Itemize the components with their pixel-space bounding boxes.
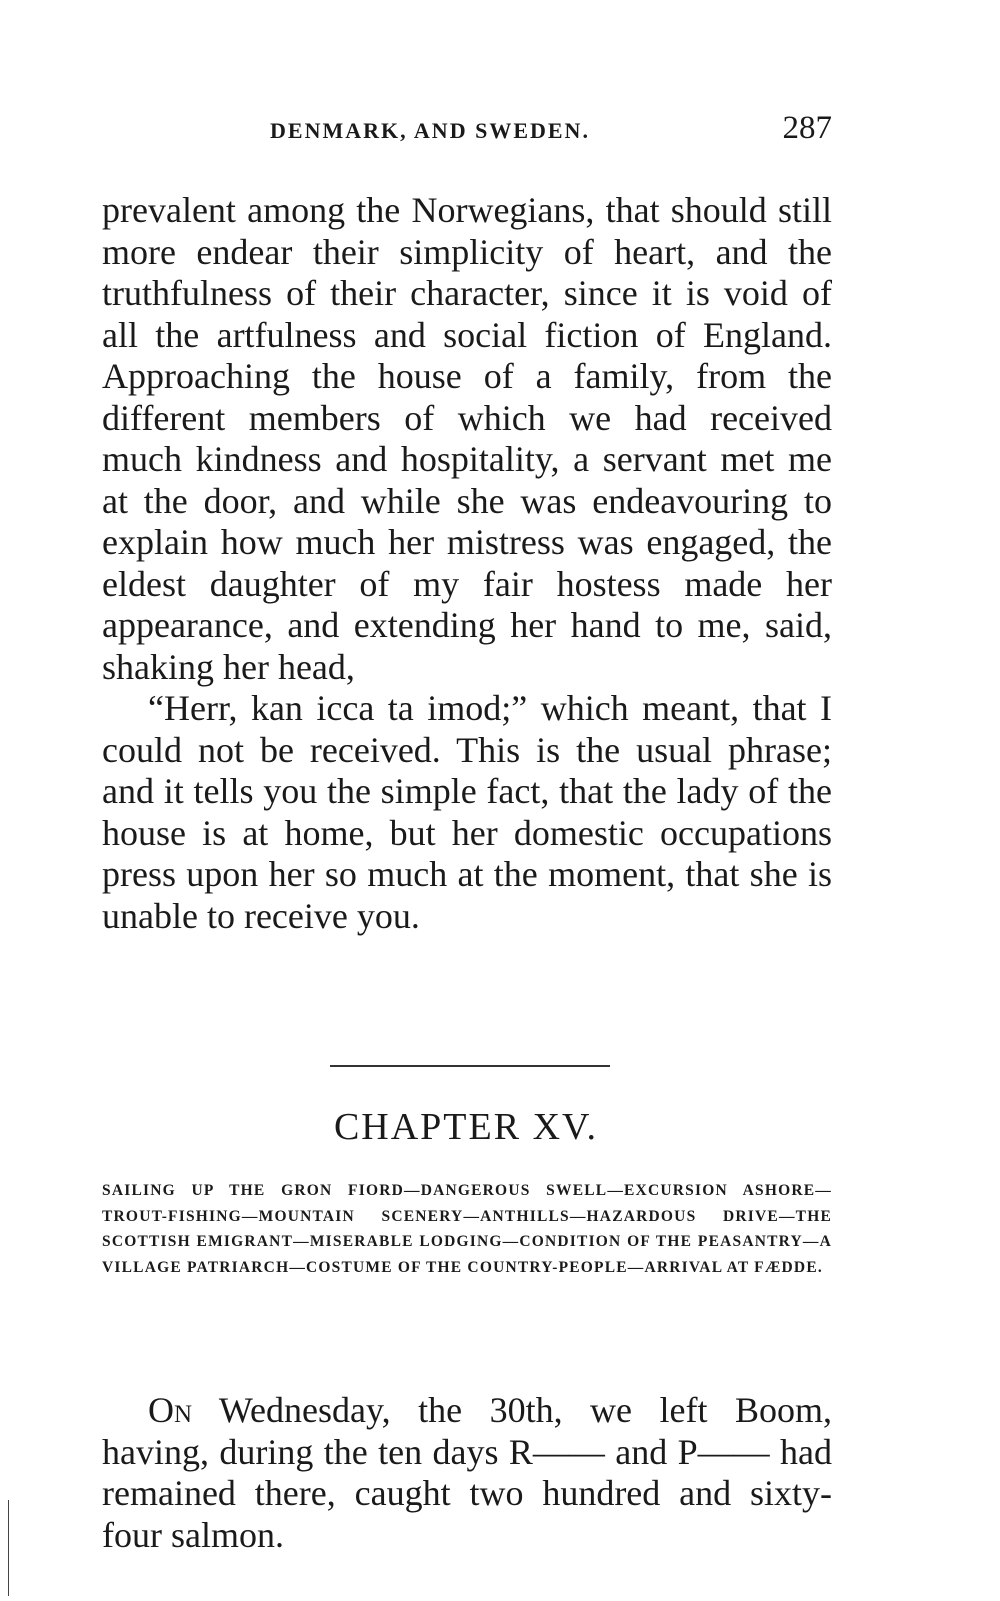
- chapter-title: CHAPTER XV.: [333, 1106, 599, 1148]
- opening-text: Wednesday, the 30th, we left Boom, having, during the ten days R—— and P—— had remained there, caught two hundred and sixty-four salmon.: [102, 1390, 832, 1555]
- chapter-opening-paragraph: [102, 1390, 832, 1556]
- running-title: DENMARK, AND SWEDEN.: [270, 118, 590, 143]
- section-divider: [330, 1065, 610, 1067]
- opening-first-word: On: [148, 1390, 193, 1430]
- chapter-synopsis: SAILING UP THE GRON FIORD—DANGEROUS SWELL—EXCURSION ASHORE—TROUT-FISHING—MOUNTAIN SCENERY—ANTHILLS—HAZARDOUS DRIVE—THE SCOTTISH EMIGRANT—MISERABLE LODGING—CONDITION OF THE PEASANTRY—A VILLAGE PATRIARCH—COSTUME OF THE COUNTRY-PEOPLE—ARRIVAL AT FÆDDE.: [102, 1182, 832, 1276]
- running-head: [100, 110, 832, 150]
- paragraph-1: prevalent among the Norwegians, that should still more endear their simplicity of heart, and the truthfulness of their character, since it is void of all the artfulness and social fiction of England. Approaching the house of a family, from the different members of which we had received much kindness and hospitality, a servant met me at the door, and while she was endeavouring to explain how much her mistress was engaged, the eldest daughter of my fair hostess made her appearance, and extending her hand to me, said, shaking her head,: [102, 190, 832, 687]
- page-number: 287: [782, 110, 832, 146]
- scan-margin-line: [8, 1500, 9, 1596]
- body-text: [102, 190, 832, 937]
- paragraph-2: “Herr, kan icca ta imod;” which meant, that I could not be received. This is the usual phrase; and it tells you the simple fact, that the lady of the house is at home, but her domestic occupations press upon her so much at the moment, that she is unable to receive you.: [102, 688, 832, 936]
